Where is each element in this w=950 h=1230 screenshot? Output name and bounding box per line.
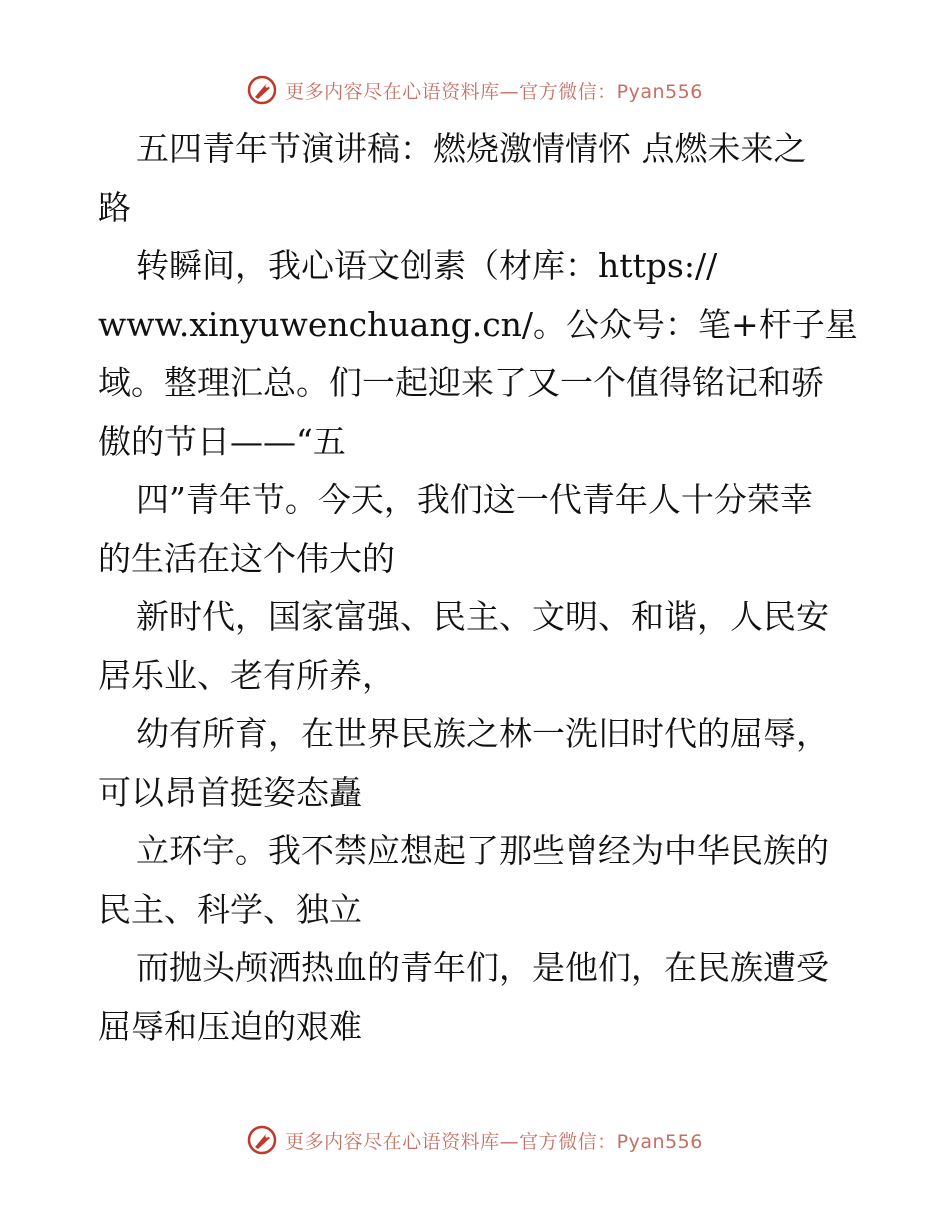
text-line: 的生活在这个伟大的 (98, 538, 395, 578)
text-line: 傲的节日——“五 (98, 421, 346, 461)
footer-banner-text: 更多内容尽在心语资料库—官方微信：Pyan556 (285, 1130, 703, 1153)
text-line: www.xinyuwenchuang.cn/。公众号：笔+杆子星 (98, 304, 858, 344)
text-line: 而抛头颅洒热血的青年们，是他们，在民族遭受 (136, 948, 829, 987)
pen-nib-logo-icon (247, 75, 277, 105)
pen-nib-logo-icon (247, 1125, 277, 1155)
text-line: 转瞬间，我心语文创素（材库：https:// (136, 246, 718, 285)
text-line: 五四青年节演讲稿：燃烧激情情怀 点燃未来之 (136, 129, 807, 168)
header-banner-text: 更多内容尽在心语资料库—官方微信：Pyan556 (285, 80, 703, 103)
text-line: 幼有所育，在世界民族之林一洗旧时代的屈辱， (136, 714, 829, 753)
text-line: 新时代，国家富强、民主、文明、和谐，人民安 (136, 597, 829, 636)
text-line: 立环宇。我不禁应想起了那些曾经为中华民族的 (136, 831, 829, 870)
text-line: 四”青年节。今天，我们这一代青年人十分荣幸 (136, 480, 813, 519)
text-line: 民主、科学、独立 (98, 889, 362, 929)
header-banner (0, 70, 950, 110)
text-line: 路 (98, 187, 131, 227)
footer-banner (0, 1120, 950, 1160)
text-line: 域。整理汇总。们一起迎来了又一个值得铭记和骄 (98, 363, 824, 402)
text-line: 屈辱和压迫的艰难 (98, 1006, 362, 1046)
text-line: 居乐业、老有所养， (98, 655, 395, 695)
document-body (98, 120, 858, 1056)
text-line: 可以昂首挺姿态矗 (98, 772, 362, 812)
